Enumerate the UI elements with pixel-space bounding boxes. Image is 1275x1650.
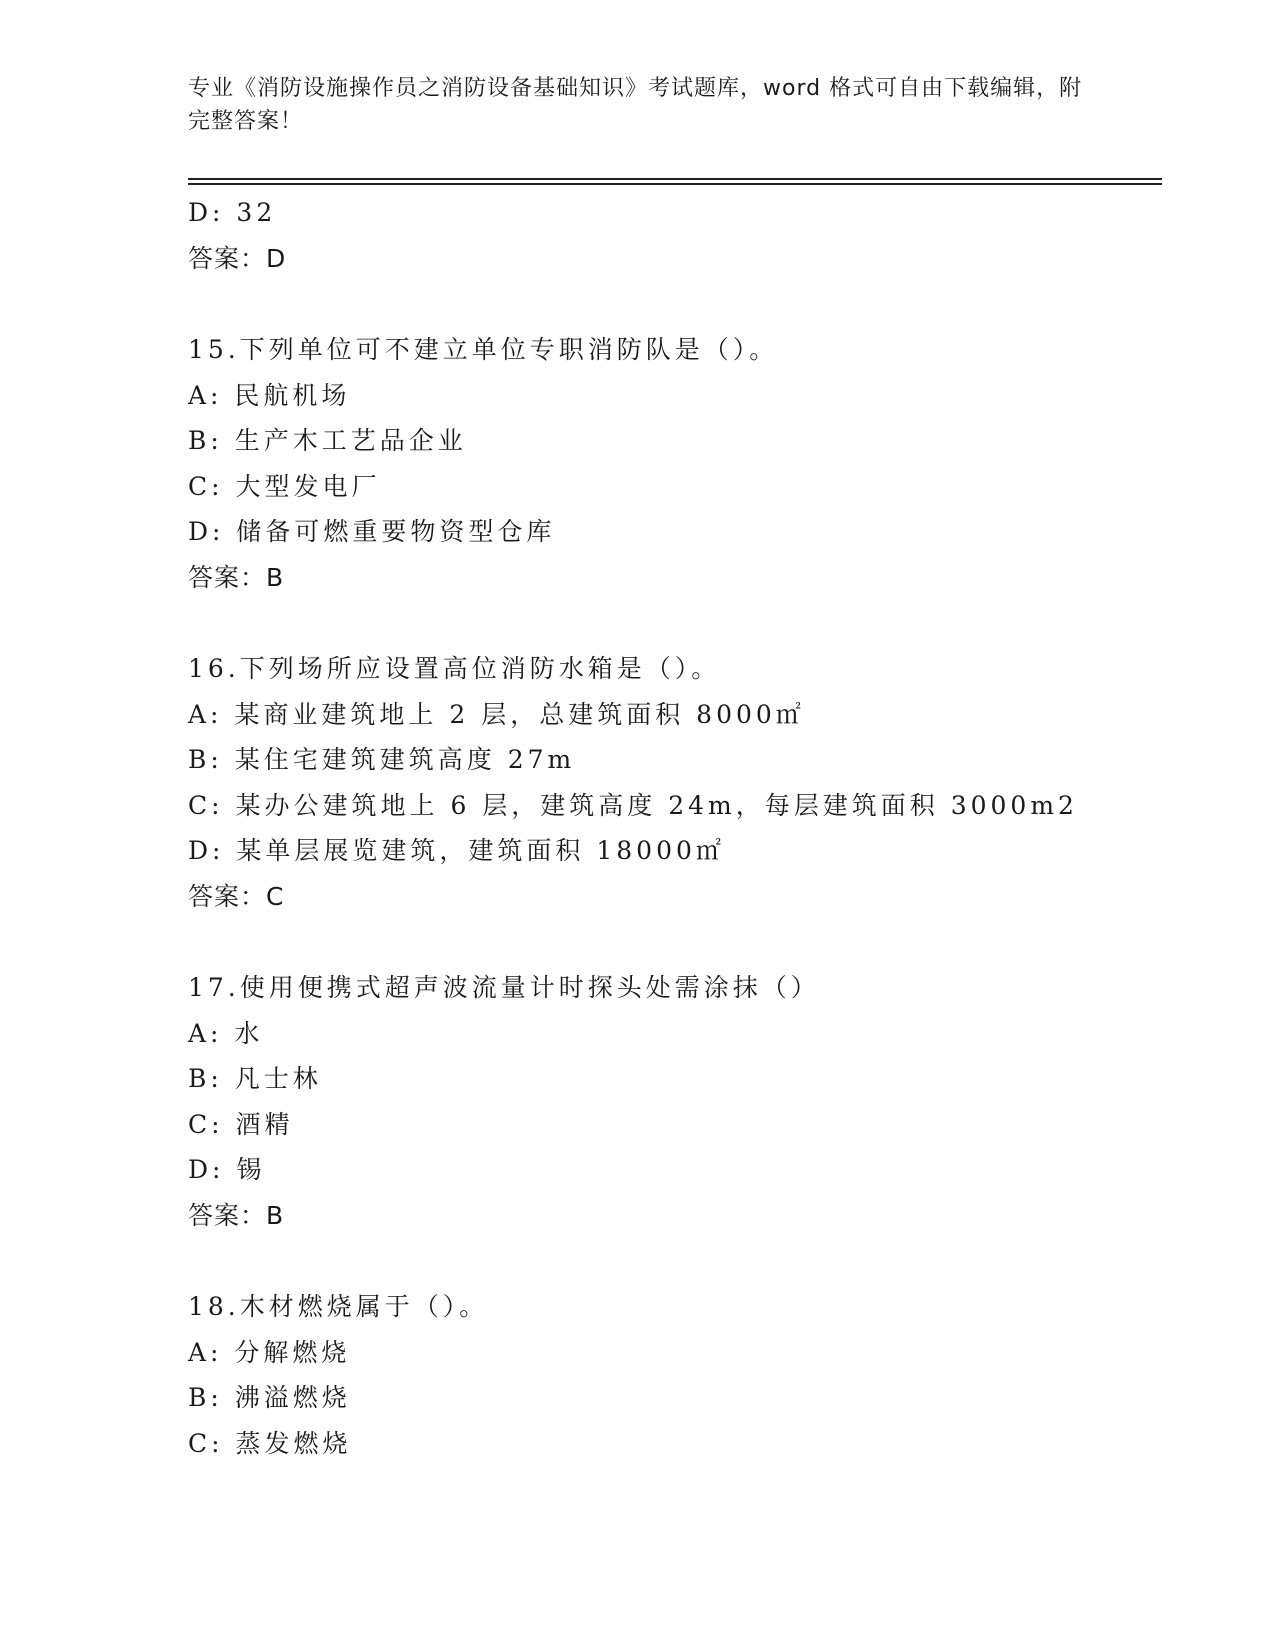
- option-c: C: 某办公建筑地上 6 层，建筑高度 24m，每层建筑面积 3000m2: [188, 790, 1078, 820]
- question-block: [188, 646, 1168, 919]
- option-c: C: 大型发电厂: [188, 471, 381, 501]
- question-list: [188, 190, 1168, 1466]
- option-d: D: 某单层展览建筑，建筑面积 18000㎡: [188, 836, 725, 865]
- question-block: [188, 327, 1168, 600]
- answer: 答案：C: [188, 881, 285, 911]
- spacer: [188, 600, 1168, 646]
- spacer: [188, 1238, 1168, 1284]
- option-c: C: 蒸发燃烧: [188, 1428, 352, 1458]
- option-a: A: 某商业建筑地上 2 层，总建筑面积 8000㎡: [188, 699, 805, 729]
- header-rule-bottom: [188, 183, 1162, 185]
- question-block: [188, 965, 1168, 1238]
- option-d: D: 32: [188, 198, 277, 227]
- option-d: D: 锡: [188, 1155, 266, 1184]
- option-c: C: 酒精: [188, 1109, 294, 1139]
- answer: 答案：B: [188, 562, 285, 592]
- question-stem: 16.下列场所应设置高位消防水箱是（）。: [188, 654, 721, 683]
- option-b: B: 某住宅建筑建筑高度 27m: [188, 745, 576, 774]
- header-rule-top: [188, 178, 1162, 180]
- option-b: B: 凡士林: [188, 1064, 322, 1093]
- question-stem: 17.使用便携式超声波流量计时探头处需涂抹（）: [188, 973, 820, 1002]
- answer: 答案：B: [188, 1200, 285, 1230]
- spacer: [188, 919, 1168, 965]
- question-stem: 18.木材燃烧属于（）。: [188, 1292, 489, 1321]
- spacer: [188, 281, 1168, 327]
- option-b: B: 生产木工艺品企业: [188, 426, 467, 455]
- option-a: A: 民航机场: [188, 380, 351, 410]
- answer: 答案：D: [188, 243, 287, 273]
- document-header: 专业《消防设施操作员之消防设备基础知识》考试题库，word 格式可自由下载编辑，附完整答案！: [188, 76, 1083, 134]
- option-d: D: 储备可燃重要物资型仓库: [188, 517, 556, 546]
- option-b: B: 沸溢燃烧: [188, 1383, 351, 1412]
- question-stem: 15.下列单位可不建立单位专职消防队是（）。: [188, 335, 779, 364]
- option-a: A: 水: [188, 1018, 264, 1048]
- question-block: [188, 1284, 1168, 1466]
- option-a: A: 分解燃烧: [188, 1337, 351, 1367]
